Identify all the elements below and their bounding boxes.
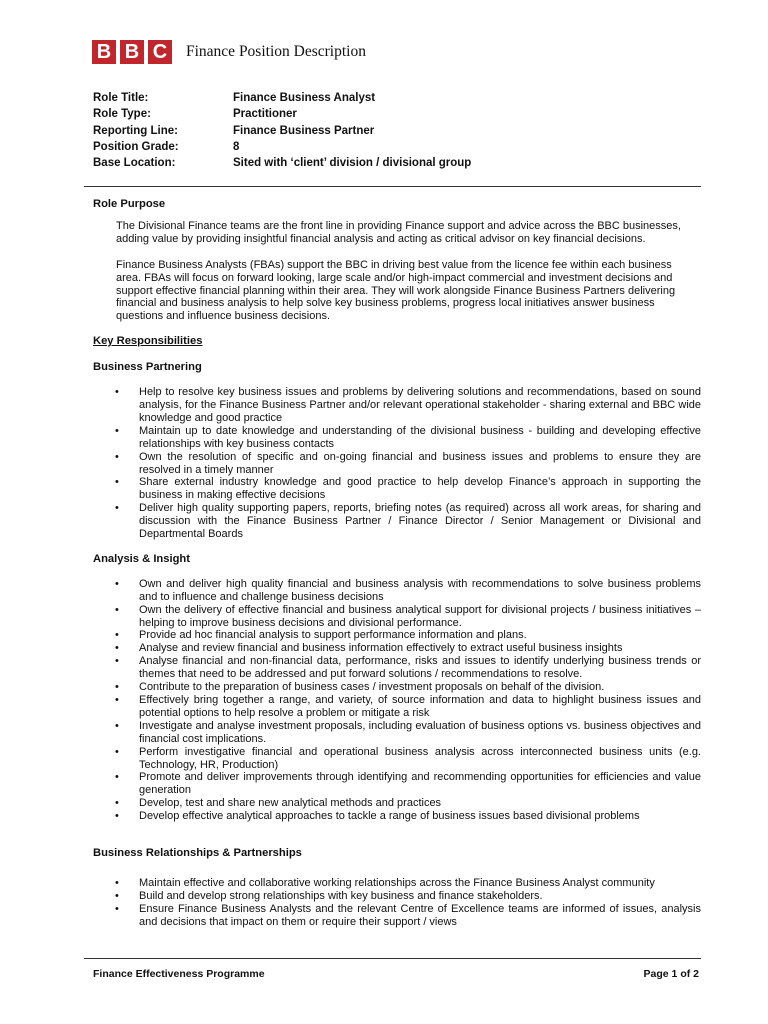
bbc-logo <box>92 40 172 64</box>
list-item: • Build and develop strong relationships with key business and finance stakeholders. <box>93 890 701 903</box>
section-heading: Business Relationships & Partnerships <box>93 847 302 860</box>
list-item: • Develop effective analytical approaches to tackle a range of business issues based divisional problems <box>93 810 701 823</box>
role-detail-value: Practitioner <box>233 108 297 121</box>
list-item: • Investigate and analyse investment proposals, including evaluation of business options vs. business objectives and financial cost implications. <box>93 720 701 746</box>
section-heading: Analysis & Insight <box>93 552 190 565</box>
document-header <box>92 40 366 64</box>
logo-letter: C <box>148 40 172 64</box>
list-item: • Own the delivery of effective financial and business analytical support for divisional projects / business initiatives – helping to improve business decisions and divisional performance. <box>93 604 701 630</box>
role-detail-label: Base Location: <box>93 157 176 170</box>
responsibility-list <box>93 578 701 823</box>
list-item: • Help to resolve key business issues and problems by delivering solutions and recommendations, based on sound analysis, for the Finance Business Partner and/or relevant operational stakeholder - sharing external and BBC wide knowledge and good practice <box>93 386 701 425</box>
document-title: Finance Position Description <box>186 43 366 60</box>
list-item: • Own and deliver high quality financial and business analysis with recommendations to solve business problems and to influence and challenge business decisions <box>93 578 701 604</box>
role-detail-row <box>93 90 471 106</box>
list-item: • Maintain effective and collaborative working relationships across the Finance Business Analyst community <box>93 877 701 890</box>
role-detail-label: Role Type: <box>93 108 151 121</box>
role-detail-label: Position Grade: <box>93 140 179 153</box>
key-responsibilities-heading: Key Responsibilities <box>93 335 203 348</box>
list-item: • Analyse and review financial and business information effectively to extract useful business insights <box>93 642 701 655</box>
role-detail-value: Sited with ‘client’ division / divisional group <box>233 157 472 170</box>
logo-letter: B <box>92 40 116 64</box>
logo-letter: B <box>120 40 144 64</box>
responsibility-list <box>93 386 701 541</box>
document-footer <box>93 968 699 980</box>
page-number: Page 1 of 2 <box>643 968 699 980</box>
list-item: • Promote and deliver improvements through identifying and recommending opportunities for efficiencies and value generation <box>93 771 701 797</box>
list-item: • Effectively bring together a range, and variety, of source information and data to highlight business issues and potential options to help resolve a problem or mitigate a risk <box>93 694 701 720</box>
list-item: • Share external industry knowledge and good practice to help develop Finance’s approach in supporting the business in making effective decisions <box>93 476 701 502</box>
list-item: • Contribute to the preparation of business cases / investment proposals on behalf of the division. <box>93 681 701 694</box>
list-item: • Analyse financial and non-financial data, performance, risks and issues to identify underlying business trends or themes that need to be addressed and put forward solutions / recommendations to resolve. <box>93 655 701 681</box>
role-detail-value: Finance Business Partner <box>233 124 375 137</box>
header-divider <box>84 186 701 187</box>
list-item: • Perform investigative financial and operational business analysis across interconnected business units (e.g. Technology, HR, Production) <box>93 746 701 772</box>
role-detail-label: Reporting Line: <box>93 124 178 137</box>
footer-divider <box>84 958 701 959</box>
role-detail-value: Finance Business Analyst <box>233 92 376 104</box>
list-item: • Ensure Finance Business Analysts and the relevant Centre of Excellence teams are informed of issues, analysis and decisions that impact on them or require their support / views <box>93 903 701 929</box>
role-detail-label: Role Title: <box>93 92 149 104</box>
role-detail-value: 8 <box>233 140 240 153</box>
role-detail-row <box>93 155 471 171</box>
list-item: • Own the resolution of specific and on-going financial and business issues and problems to ensure they are resolved in a timely manner <box>93 451 701 477</box>
list-item: • Provide ad hoc financial analysis to support performance information and plans. <box>93 629 701 642</box>
role-detail-row <box>93 106 471 122</box>
role-purpose-heading: Role Purpose <box>93 198 166 210</box>
document-body <box>93 198 701 929</box>
role-detail-row <box>93 139 471 155</box>
role-purpose-paragraph: The Divisional Finance teams are the front line in providing Finance support and advice across the BBC businesses, adding value by providing insightful financial analysis and acting as critical advisor on key financial decisions. <box>116 219 681 245</box>
list-item: • Deliver high quality supporting papers, reports, briefing notes (as required) across all work areas, for sharing and discussion with the Finance Business Partner / Finance Director / Senior Management or Divisional and Departmental Boards <box>93 502 701 541</box>
responsibility-list <box>93 877 701 929</box>
list-item: • Maintain up to date knowledge and understanding of the divisional business - building and developing effective relationships with key business contacts <box>93 425 701 451</box>
role-purpose-paragraph: Finance Business Analysts (FBAs) support the BBC in driving best value from the licence fee within each business area. FBAs will focus on forward looking, large scale and/or high-impact commercial and investment decisions and support effective financial planning within their area. They will work alongside Finance Business Partners delivering financial and business analysis to help solve key business problems, progress local initiatives answer business questions and influence business decisions. <box>116 258 676 323</box>
role-details <box>93 90 471 171</box>
list-item: • Develop, test and share new analytical methods and practices <box>93 797 701 810</box>
footer-programme: Finance Effectiveness Programme <box>93 968 265 980</box>
section-heading: Business Partnering <box>93 361 202 374</box>
role-detail-row <box>93 123 471 139</box>
